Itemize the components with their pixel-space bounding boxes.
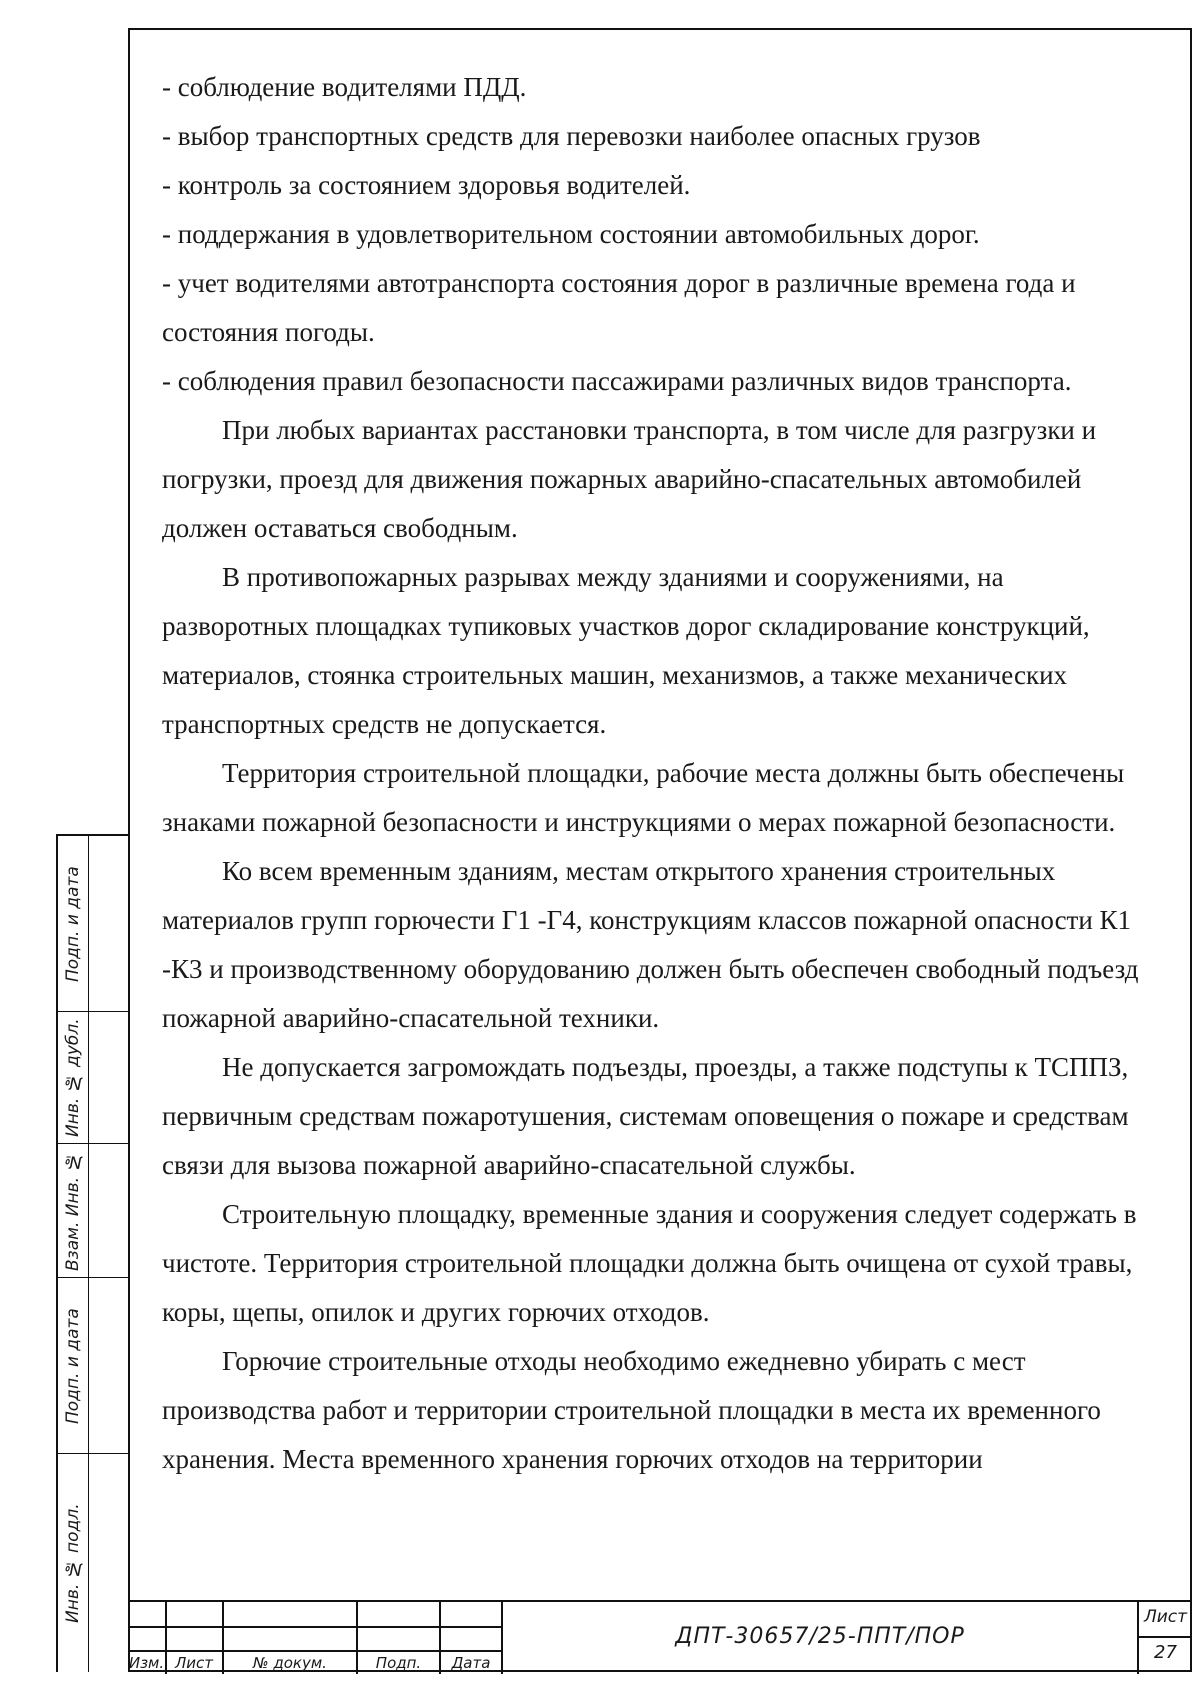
sheet-label: Лист	[1143, 1607, 1188, 1627]
list-item: - выбор транспортных средств для перевозки наиболее опасных грузов	[162, 121, 981, 151]
list-item: - учет водителями автотранспорта состояния дорог в различные времена года и состояния погоды.	[162, 268, 1076, 347]
side-stamp-cell	[58, 836, 128, 1012]
paragraph: Не допускается загромождать подъезды, проезды, а также подступы к ТСППЗ, первичным средствам пожаротушения, системам оповещения о пожаре и средствам связи для вызова пожарной аварийно-спасательной службы.	[162, 1052, 1129, 1180]
list-item: - контроль за состоянием здоровья водителей.	[162, 170, 691, 200]
title-block-text	[128, 1600, 1192, 1672]
list-item: - поддержания в удовлетворительном состоянии автомобильных дорог.	[162, 219, 980, 249]
side-label-duplicate-inv: Инв. № дубл.	[63, 1018, 83, 1138]
column-label-document-number: № докум.	[253, 1654, 327, 1672]
list-item: - соблюдение водителями ПДД.	[162, 72, 527, 102]
column-label-date: Дата	[451, 1654, 491, 1672]
paragraph: При любых вариантах расстановки транспорта, в том числе для разгрузки и погрузки, проезд для движения пожарных аварийно-спасательных автомобилей должен оставаться свободным.	[162, 415, 1097, 543]
side-label-signature-date-2: Подп. и дата	[63, 1308, 83, 1424]
side-stamp-cell	[58, 1454, 128, 1672]
list-item: - соблюдения правил безопасности пассажирами различных видов транспорта.	[162, 366, 1072, 396]
paragraph: Территория строительной площадки, рабочие места должны быть обеспечены знаками пожарной безопасности и инструкциями о мерах пожарной безопасности.	[162, 758, 1125, 837]
document-body	[162, 63, 1152, 1484]
sheet-number: 27	[1154, 1641, 1177, 1663]
paragraph: Строительную площадку, временные здания и сооружения следует содержать в чистоте. Территория строительной площадки должна быть очищена от сухой травы, коры, щепы, опилок и других горючих отходов.	[162, 1199, 1137, 1327]
paragraph: В противопожарных разрывах между зданиями и сооружениями, на разворотных площадках тупиковых участков дорог складирование конструкций, материалов, стоянка строительных машин, механизмов, а также механических транспортных средств не допускается.	[162, 562, 1090, 739]
side-label-original-inv: Инв. № подл.	[63, 1503, 83, 1623]
side-label-replacement-inv: Взам. Инв. №	[63, 1151, 83, 1271]
column-label-sheet: Лист	[174, 1654, 213, 1672]
document-code: ДПТ-30657/25-ППТ/ПОР	[675, 1623, 965, 1649]
side-stamp-cell	[58, 1012, 128, 1144]
side-label-signature-date: Подп. и дата	[63, 866, 83, 982]
paragraph: Горючие строительные отходы необходимо ежедневно убирать с мест производства работ и территории строительной площадки в места их временного хранения. Места временного хранения горючих отходов на территории	[162, 1346, 1101, 1474]
paragraph: Ко всем временным зданиям, местам открытого хранения строительных материалов групп горючести Г1 -Г4, конструкциям классов пожарной опасности К1 -К3 и производственному оборудованию должен быть обеспечен свободный подъезд пожарной аварийно-спасательной техники.	[162, 856, 1139, 1033]
side-stamp-cell	[58, 1278, 128, 1454]
column-label-change: Изм.	[128, 1654, 165, 1672]
column-label-signature: Подп.	[375, 1654, 422, 1672]
side-stamp-cell	[58, 1144, 128, 1278]
side-stamp	[56, 834, 128, 1672]
